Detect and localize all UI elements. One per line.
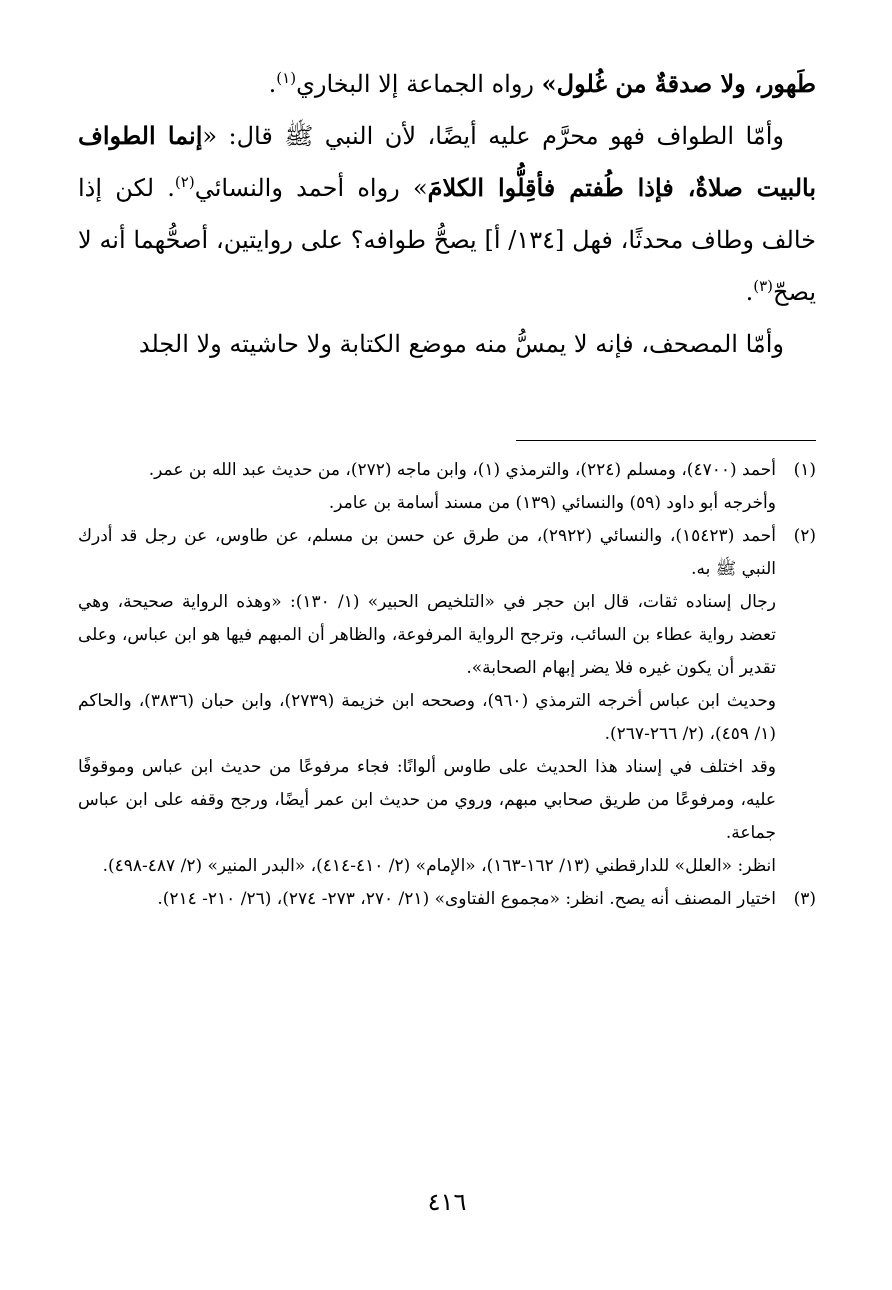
footnote-3 xyxy=(78,883,816,916)
footnote-text: أحمد (٤٧٠٠)، ومسلم (٢٢٤)، والترمذي (١)، وابن ماجه (٢٧٢)، من حديث عبد الله بن عمر. xyxy=(148,460,776,480)
footnote-1 xyxy=(78,454,816,487)
footnote-2 xyxy=(78,520,816,586)
page-number: ٤١٦ xyxy=(427,1188,467,1216)
footnote-number: (٣) xyxy=(793,889,816,909)
paragraph-3: وأمّا المصحف، فإنه لا يمسُّ منه موضع الكتابة ولا حاشيته ولا الجلد xyxy=(138,330,784,358)
footnote-text: أحمد (١٥٤٢٣)، والنسائي (٢٩٢٢)، من طرق عن حسن بن مسلم، عن طاوس، عن رجل قد أدرك النبي ﷺ به. xyxy=(78,526,776,579)
footnote-continuation: وأخرجه أبو داود (٥٩) والنسائي (١٣٩) من مسند أسامة بن عامر. xyxy=(328,493,776,513)
footnote-text: اختيار المصنف أنه يصح. انظر: «مجموع الفتاوى» (٢١/ ٢٧٠، ٢٧٣- ٢٧٤)، (٢٦/ ٢١٠- ٢١٤). xyxy=(157,889,776,909)
main-text xyxy=(78,58,816,370)
footnote-ref-3: (٣) xyxy=(753,277,774,295)
paragraph-2-text-2: » رواه أحمد والنسائي xyxy=(194,174,428,202)
paragraph-1-text: رواه الجماعة إلا البخاري xyxy=(296,70,542,98)
footnote-continuation: وقد اختلف في إسناد هذا الحديث على طاوس ألوانًا: فجاء مرفوعًا من حديث ابن عباس وموقوفًا عليه، ومرفوعًا من طريق صحابي مبهم، وروي من حديث ابن عمر أيضًا، ورجح وقفه على ابن عباس جماعة. xyxy=(78,757,776,843)
footnotes xyxy=(78,454,816,916)
paragraph-1-bold: طَهور، ولا صدقةٌ من غُلول» xyxy=(541,69,816,98)
footnote-ref-1: (١) xyxy=(276,69,297,87)
paragraph-1-end: . xyxy=(268,70,277,98)
paragraph-2-bold: إنما الطواف بالبيت صلاةٌ، فإذا طُفتم فأقِلُّوا الكلامَ xyxy=(78,121,817,202)
footnote-continuation: وحديث ابن عباس أخرجه الترمذي (٩٦٠)، وصححه ابن خزيمة (٢٧٣٩)، وابن حبان (٣٨٣٦)، والحاكم (١/ ٤٥٩)، (٢/ ٢٦٦-٢٦٧). xyxy=(78,691,776,744)
footnote-number: (١) xyxy=(793,460,816,480)
paragraph-2-text-1: وأمّا الطواف فهو محرَّم عليه أيضًا، لأن النبي ﷺ قال: « xyxy=(202,122,784,150)
footnote-continuation: انظر: «العلل» للدارقطني (١٣/ ١٦٢-١٦٣)، «الإمام» (٢/ ٤١٠-٤١٤)، «البدر المنير» (٢/ ٤٨٧-٤٩٨). xyxy=(102,856,776,876)
paragraph-2-end: . xyxy=(745,278,754,306)
paragraph-1 xyxy=(78,58,816,110)
footnote-divider xyxy=(516,440,816,441)
footnote-ref-2: (٢) xyxy=(174,173,195,191)
paragraph-2 xyxy=(78,110,816,318)
footnote-continuation: رجال إسناده ثقات، قال ابن حجر في «التلخيص الحبير» (١/ ١٣٠): «وهذه الرواية صحيحة، وهي تعضد رواية عطاء بن السائب، وترجح الرواية المرفوعة، والظاهر أن المبهم فيها هو ابن عباس، وعلى تقدير أن يكون غيره فلا يضر إبهام الصحابة». xyxy=(78,592,776,678)
book-page xyxy=(78,58,816,1258)
paragraph-2-text-3: . لكن إذا خالف وطاف محدثًا، فهل [١٣٤/ أ] يصحُّ طوافه؟ على روايتين، أصحُّهما أنه لا يصحّ xyxy=(78,174,816,306)
footnote-number: (٢) xyxy=(793,526,816,546)
